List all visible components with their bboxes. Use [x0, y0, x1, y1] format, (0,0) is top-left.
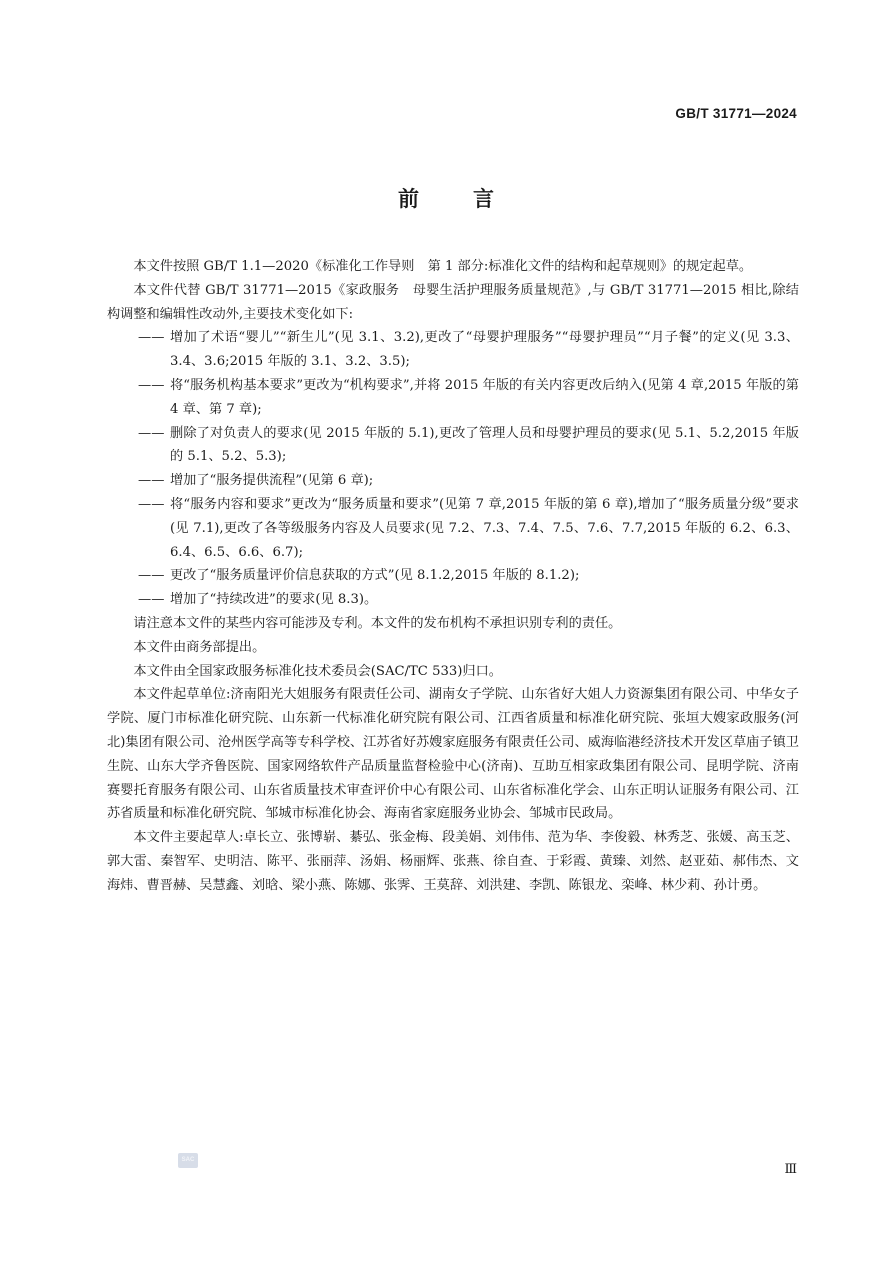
paragraph-committee: 本文件由全国家政服务标准化技术委员会(SAC/TC 533)归口。: [133, 663, 502, 679]
dash-marker: ——: [138, 330, 165, 346]
dash-marker: ——: [138, 592, 165, 608]
title-char-2: 言: [473, 187, 494, 211]
paragraph-drafting-rules: 本文件按照 GB/T 1.1—2020《标准化工作导则 第 1 部分:标准化文件的结构和起草规则》的规定起草。: [133, 259, 753, 274]
page-number: Ⅲ: [784, 1162, 797, 1177]
change-item-text: 增加了“持续改进”的要求(见 8.3)。: [170, 592, 378, 608]
dash-marker: ——: [138, 568, 165, 584]
dash-marker: ——: [138, 377, 165, 393]
change-item-text: 将“服务内容和要求”更改为“服务质量和要求”(见第 7 章,2015 年版的第 6 章),增加了“服务质量分级”要求(见 7.1),更改了各等级服务内容及人员要求(见 7.2、7.3、7.4、7.5、7.6、7.7,2015 年版的 6.2、6.3、6.4、6.5、6.6、6.7);: [170, 496, 799, 560]
change-item: [107, 326, 799, 374]
page-title: [0, 183, 892, 213]
sac-logo-watermark: SAC: [178, 1153, 198, 1168]
dash-marker: ——: [138, 425, 165, 441]
standard-number: GB/T 31771—2024: [675, 106, 797, 121]
change-item: [107, 422, 799, 470]
paragraph-replacement: 本文件代替 GB/T 31771—2015《家政服务 母婴生活护理服务质量规范》,与 GB/T 31771—2015 相比,除结构调整和编辑性改动外,主要技术变化如下:: [107, 282, 799, 322]
paragraph-proposer: 本文件由商务部提出。: [133, 639, 266, 655]
change-item: [107, 469, 799, 493]
change-item-text: 增加了术语“婴儿”“新生儿”(见 3.1、3.2),更改了“母婴护理服务”“母婴护理员”“月子餐”的定义(见 3.3、3.4、3.6;2015 年版的 3.1、3.2、3.5);: [170, 330, 799, 370]
change-item: [107, 588, 799, 612]
dash-marker: ——: [138, 473, 165, 489]
change-item: [107, 493, 799, 564]
change-item-text: 删除了对负责人的要求(见 2015 年版的 5.1),更改了管理人员和母婴护理员的要求(见 5.1、5.2,2015 年版的 5.1、5.2、5.3);: [170, 425, 799, 465]
dash-marker: ——: [138, 496, 165, 512]
foreword-body: [107, 255, 799, 898]
title-char-1: 前: [398, 187, 419, 211]
change-item-text: 增加了“服务提供流程”(见第 6 章);: [170, 473, 374, 489]
paragraph-drafting-units: 本文件起草单位:济南阳光大姐服务有限责任公司、湖南女子学院、山东省好大姐人力资源集团有限公司、中华女子学院、厦门市标准化研究院、山东新一代标准化研究院有限公司、江西省质量和标准化研究院、张垣大嫂家政服务(河北)集团有限公司、沧州医学高等专科学校、江苏省好苏嫂家庭服务有限责任公司、威海临港经济技术开发区草庙子镇卫生院、山东大学齐鲁医院、国家网络软件产品质量监督检验中心(济南)、互助互相家政集团有限公司、昆明学院、济南赛婴托育服务有限公司、山东省质量技术审查评价中心有限公司、山东省标准化学会、山东正明认证服务有限公司、江苏省质量和标准化研究院、邹城市标准化协会、海南省家庭服务业协会、邹城市民政局。: [107, 687, 799, 822]
change-item-text: 将“服务机构基本要求”更改为“机构要求”,并将 2015 年版的有关内容更改后纳入(见第 4 章,2015 年版的第 4 章、第 7 章);: [170, 377, 799, 417]
change-item: [107, 374, 799, 422]
change-item: [107, 564, 799, 588]
paragraph-patent-notice: 请注意本文件的某些内容可能涉及专利。本文件的发布机构不承担识别专利的责任。: [133, 615, 622, 631]
change-item-text: 更改了“服务质量评价信息获取的方式”(见 8.1.2,2015 年版的 8.1.2);: [170, 568, 580, 584]
paragraph-drafters: 本文件主要起草人:卓长立、张博崭、綦弘、张金梅、段美娟、刘伟伟、范为华、李俊毅、林秀芝、张媛、高玉芝、郭大雷、秦智军、史明洁、陈平、张丽萍、汤娟、杨丽辉、张燕、徐自查、于彩霞、黄臻、刘然、赵亚茹、郝伟杰、文海炜、曹晋赫、吴慧鑫、刘晗、梁小燕、陈娜、张霁、王莫辞、刘洪建、李凯、陈银龙、栾峰、林少莉、孙计勇。: [107, 830, 799, 893]
